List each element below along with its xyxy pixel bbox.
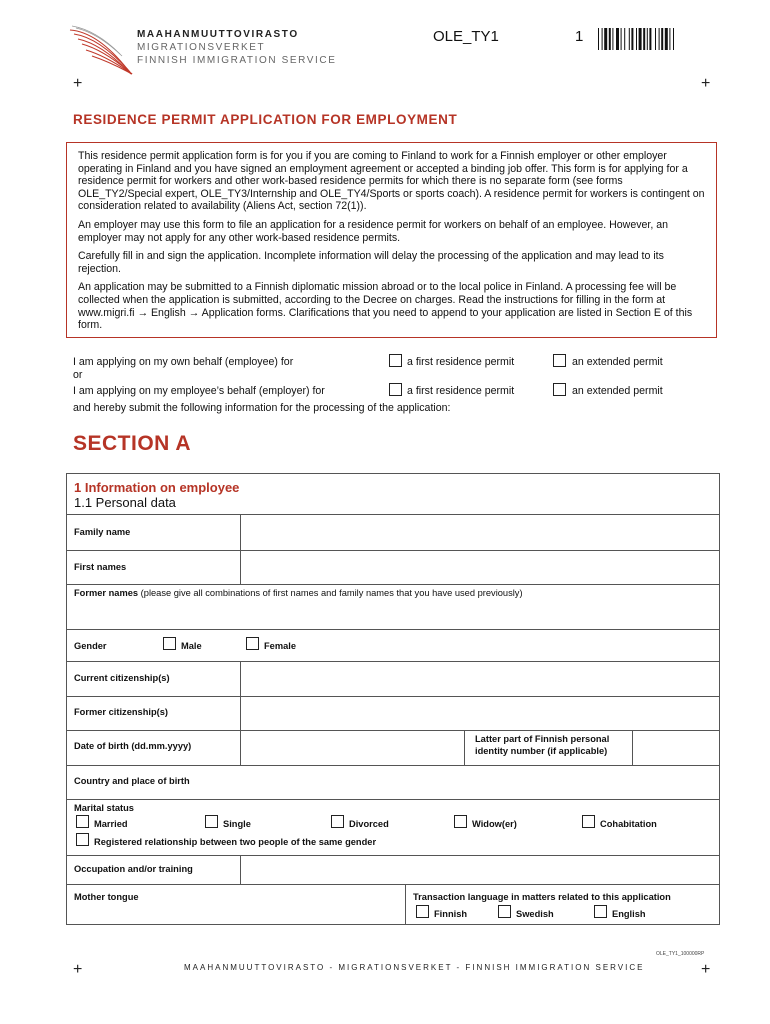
intro-paragraph: Carefully fill in and sign the application. Incomplete information will delay the processing of the application and may lead to its rejection.: [78, 250, 664, 275]
finnish-label: Finnish: [434, 909, 468, 919]
cohabitation-label: Cohabitation: [600, 819, 657, 829]
former-names-note: (please give all combinations of first names and family names that you have used previously): [140, 588, 523, 598]
bird-logo-icon: [68, 24, 136, 76]
extended-permit-label: an extended permit: [572, 385, 663, 397]
agency-name-en: FINNISH IMMIGRATION SERVICE: [137, 55, 337, 66]
first-permit-label: a first residence permit: [407, 385, 515, 397]
intro-paragraph: An application may be submitted to a Finnish diplomatic mission abroad or to the local police in Finland. A processing fee will be collected when the application is submitted, according to the Decree on charges. Read the instructions for filling in the form at www.migri.fi → English → Application forms. Clarifications that you need to append to your application are listed in Section E of this form.: [78, 281, 693, 332]
former-names-label: [74, 588, 523, 598]
section-heading: 1 Information on employee: [74, 480, 240, 495]
married-checkbox[interactable]: [76, 815, 89, 828]
employer-first-permit-checkbox[interactable]: [389, 383, 402, 396]
page-number: 1: [575, 28, 584, 45]
or-label: or: [73, 369, 83, 381]
intro-paragraph: An employer may use this form to file an application for a residence permit for workers on behalf of an employee. However, an employer may not apply for any other work-based residence permits.: [78, 218, 669, 244]
english-language-checkbox[interactable]: [594, 905, 607, 918]
footer-form-code: OLE_TY1_100000RP: [656, 951, 705, 957]
section-subheading: 1.1 Personal data: [74, 495, 176, 510]
intro-paragraph: This residence permit application form is for you if you are coming to Finland to work for a Finnish employer or other employer operating in Finland and you have signed an employment agreement or accepted a binding job offer. This form is for applying for a residence permit for workers and other work-based residence permits for which there is no separate form (see forms OLE_TY2/Special expert, OLE_TY3/Internship and OLE_TY4/Sports or sports coach). A residence permit for workers is contingent on consideration related to availability (Aliens Act, section 72(1)).: [78, 150, 705, 213]
pin-label-line2: identity number (if applicable): [475, 746, 608, 756]
current-citizenship-label: Current citizenship(s): [74, 673, 170, 683]
gender-female-checkbox[interactable]: [246, 637, 259, 650]
former-names-title: Former names: [74, 588, 139, 598]
form-code: OLE_TY1: [433, 28, 499, 45]
registered-relationship-checkbox[interactable]: [76, 833, 89, 846]
birthplace-label: Country and place of birth: [74, 776, 190, 786]
agency-name-fi: MAAHANMUUTTOVIRASTO: [137, 29, 299, 40]
intro-box: [66, 142, 717, 338]
own-behalf-label: I am applying on my own behalf (employee) for: [73, 356, 294, 368]
section-a-title: SECTION A: [73, 432, 192, 455]
divorced-checkbox[interactable]: [331, 815, 344, 828]
female-label: Female: [264, 641, 297, 651]
cohabitation-checkbox[interactable]: [582, 815, 595, 828]
single-label: Single: [223, 819, 251, 829]
first-names-label: First names: [74, 562, 127, 572]
male-label: Male: [181, 641, 202, 651]
registration-mark: +: [701, 75, 711, 92]
widowed-checkbox[interactable]: [454, 815, 467, 828]
footer-agency-line: MAAHANMUUTTOVIRASTO - MIGRATIONSVERKET - FINNISH IMMIGRATION SERVICE: [184, 963, 645, 972]
own-first-permit-checkbox[interactable]: [389, 354, 402, 367]
english-label: English: [612, 909, 646, 919]
divorced-label: Divorced: [349, 819, 389, 829]
gender-male-checkbox[interactable]: [163, 637, 176, 650]
registration-mark: +: [701, 961, 711, 978]
form-title: RESIDENCE PERMIT APPLICATION FOR EMPLOYMENT: [73, 112, 458, 127]
former-citizenship-label: Former citizenship(s): [74, 707, 169, 717]
finnish-language-checkbox[interactable]: [416, 905, 429, 918]
submit-text: and hereby submit the following information for the processing of the application:: [73, 402, 451, 414]
pin-label-line1: Latter part of Finnish personal: [475, 734, 610, 744]
registered-relationship-label: Registered relationship between two people of the same gender: [94, 837, 377, 847]
barcode-image: [598, 28, 718, 50]
own-extended-permit-checkbox[interactable]: [553, 354, 566, 367]
first-permit-label: a first residence permit: [407, 356, 515, 368]
family-name-label: Family name: [74, 527, 131, 537]
agency-name: [137, 28, 337, 67]
swedish-label: Swedish: [516, 909, 554, 919]
occupation-label: Occupation and/or training: [74, 864, 193, 874]
single-checkbox[interactable]: [205, 815, 218, 828]
dob-label: Date of birth (dd.mm.yyyy): [74, 741, 192, 751]
agency-name-sv: MIGRATIONSVERKET: [137, 42, 266, 53]
employer-extended-permit-checkbox[interactable]: [553, 383, 566, 396]
registration-mark: +: [73, 961, 83, 978]
swedish-language-checkbox[interactable]: [498, 905, 511, 918]
married-label: Married: [94, 819, 128, 829]
personal-data-table: [66, 473, 720, 925]
transaction-language-label: Transaction language in matters related to this application: [413, 892, 671, 902]
registration-mark: +: [73, 75, 83, 92]
widowed-label: Widow(er): [472, 819, 517, 829]
gender-label: Gender: [74, 641, 107, 651]
marital-status-label: Marital status: [74, 803, 134, 813]
mother-tongue-label: Mother tongue: [74, 892, 139, 902]
extended-permit-label: an extended permit: [572, 356, 663, 368]
employer-behalf-label: I am applying on my employee’s behalf (employer) for: [73, 385, 325, 397]
